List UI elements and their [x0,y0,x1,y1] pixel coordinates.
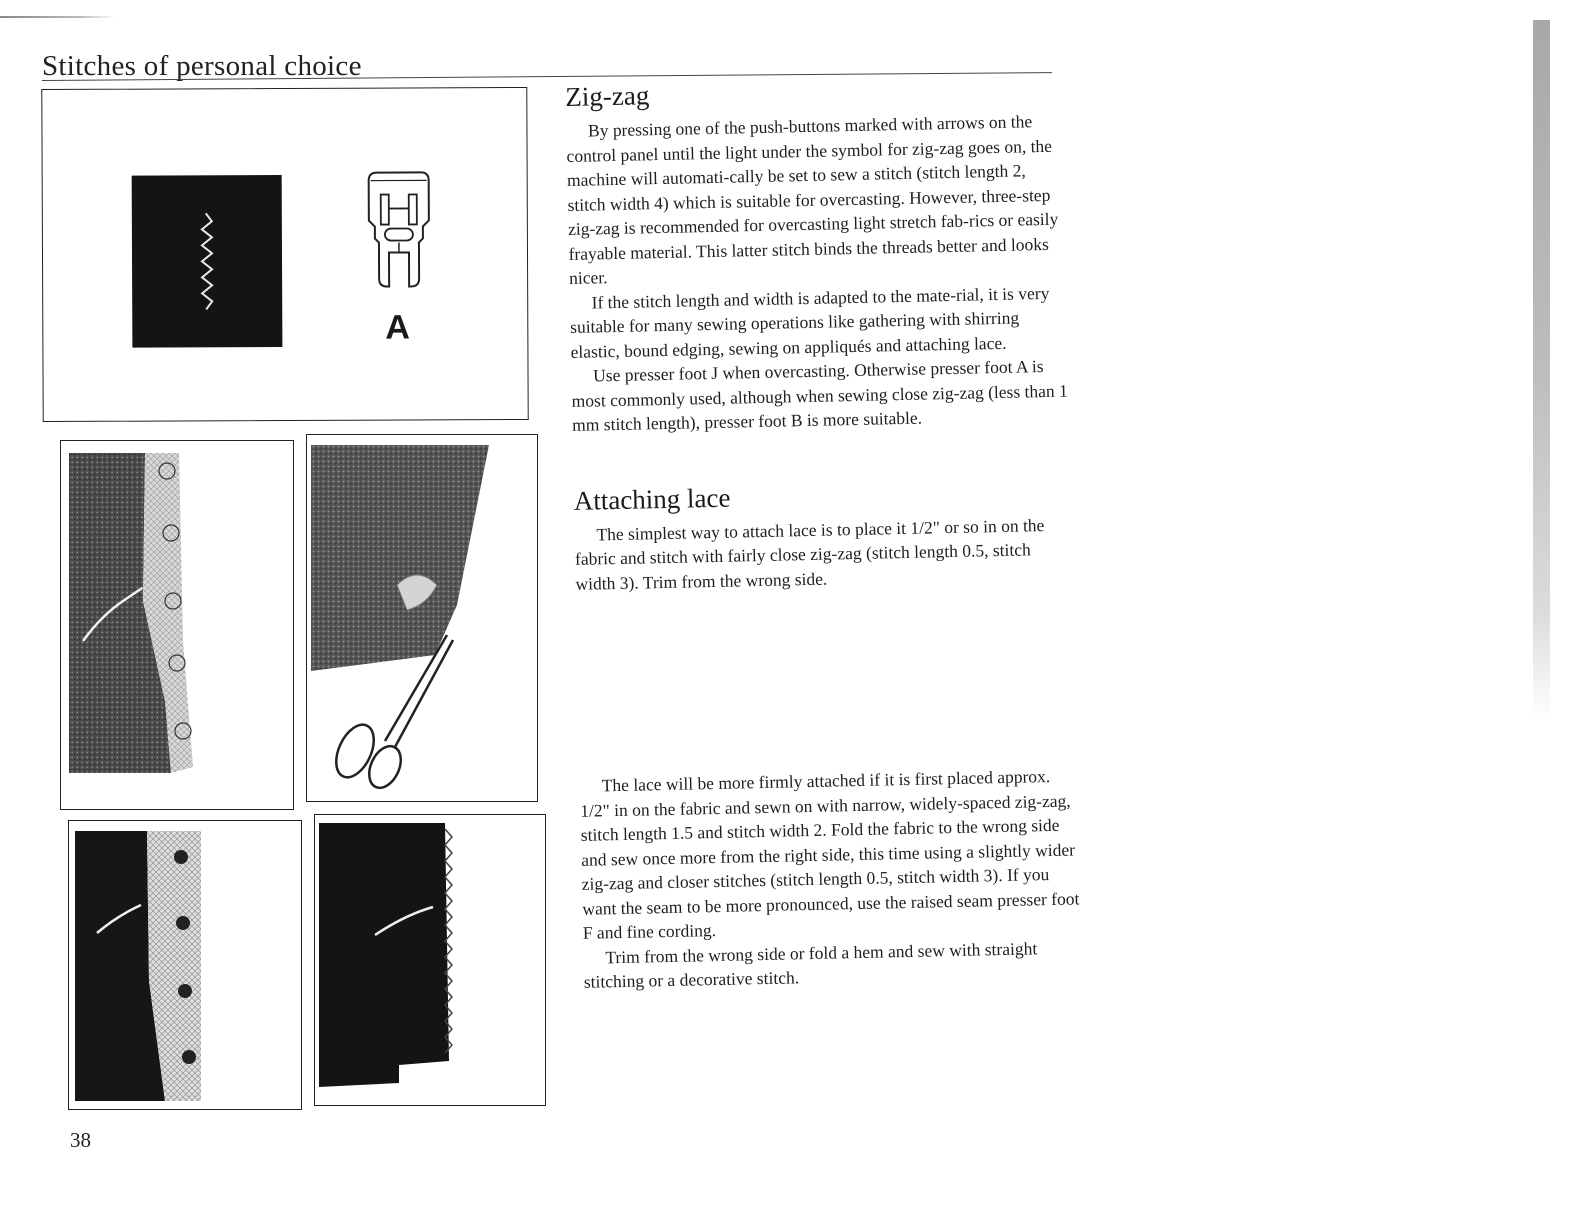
attaching-lace-paragraph: The simplest way to attach lace is to place it 1/2" or so in on the fabric and stitch with fairly close zig-zag (stitch length 0.5, stitch width 3). Trim from the wrong side. [574,514,1045,594]
attaching-lace-paragraph: Trim from the wrong side or fold a hem and sew with straight stitching or a decorative stitch. [583,937,1038,992]
attaching-lace-section [573,475,1084,994]
zigzag-stitch-symbol-panel [132,175,283,348]
zigzag-heading: Zig-zag [565,80,650,112]
figure-folded-zigzag-edge [314,814,546,1106]
attaching-lace-paragraph: The lace will be more firmly attached if it is first placed approx. 1/2" in on the fabric and sewn on with narrow, widely-spaced zig-zag, stitch length 1.5 and stitch width 2. Fold the fabric to the wrong side and sew once more from the right side, this time using a slightly wider zig-zag and closer stitches (stitch length 0.5, stitch width 3). If you want the seam to be more pronounced, use the raised seam presser foot F and fine cording. [580,765,1080,943]
figure-lace-on-fabric [60,440,294,810]
zigzag-section [565,72,1072,438]
presser-foot-icon [361,168,442,308]
figure-lace-sewn-zigzag [68,820,302,1110]
zigzag-stitch-icon [132,175,283,348]
zigzag-paragraph: If the stitch length and width is adapted to the mate-rial, it is very suitable for many sewing operations like gathering with shirring elastic, bound edging, sewing on appliqués and attaching lace. [569,282,1050,362]
scan-binding-shadow [1533,20,1550,720]
figure-trimming-with-scissors [306,434,538,802]
fabric-piece [319,823,449,1087]
page-title: Stitches of personal choice [42,50,362,82]
page-number: 38 [70,1128,91,1152]
scan-edge-mark [0,16,115,18]
figure-stitch-symbol-and-foot [41,87,528,422]
attaching-lace-heading: Attaching lace [573,482,731,516]
presser-foot-label: A [385,308,410,347]
zigzag-paragraph: Use presser foot J when overcasting. Otherwise presser foot A is most commonly used, although when sewing close zig-zag (less than 1 mm stitch length), presser foot B is more suitable. [571,356,1069,435]
fabric-piece [311,445,489,671]
text-column [565,72,1084,995]
zigzag-paragraph: By pressing one of the push-buttons marked with arrows on the control panel until the light under the symbol for zig-zag goes on, the machine will automati-cally be set to sew a stitch (stitch length 2, stitch width 4) which is suitable for overcasting. However, three-step zig-zag is recommended for overcasting light stretch fab-rics or easily frayable material. This latter stitch binds the threads better and looks nicer. [566,111,1059,288]
